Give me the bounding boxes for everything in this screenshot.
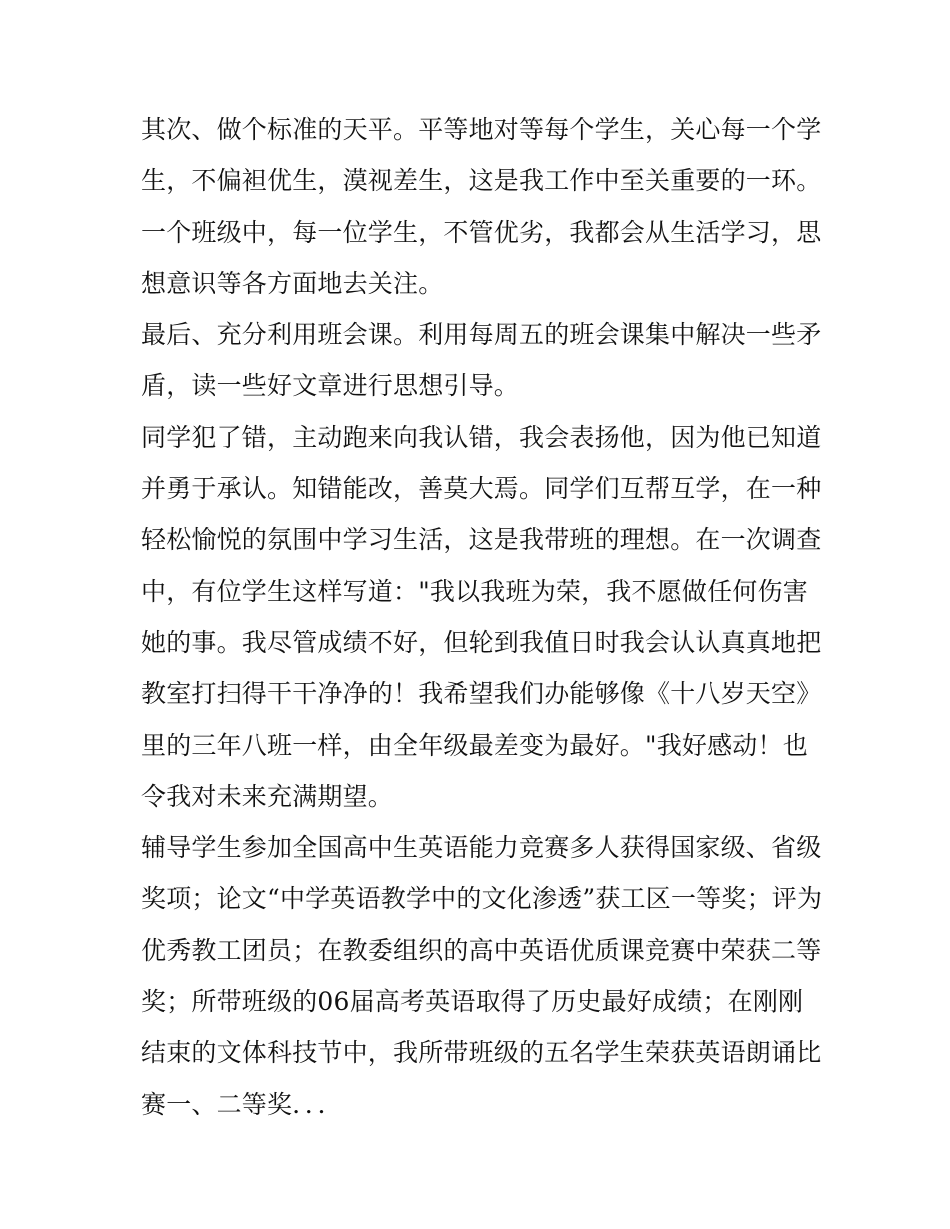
- document-body: [141, 104, 821, 1130]
- text-line: 其次、做个标准的天平。平等地对等每个学生，关心每一个学: [141, 115, 822, 144]
- text-line: 并勇于承认。知错能改，善莫大焉。同学们互帮互学，在一种: [141, 474, 822, 504]
- text-line: 令我对未来充满期望。: [141, 781, 394, 811]
- text-line: 盾，读一些好文章进行思想引导。: [141, 371, 520, 401]
- text-line: 优秀教工团员；在教委组织的高中英语优质课竞赛中荣获二等: [141, 935, 822, 965]
- text-line: 一个班级中，每一位学生，不管优劣，我都会从生活学习，思: [141, 217, 822, 247]
- text-line: 教室打扫得干干净净的！我希望我们办能够像《十八岁天空》: [141, 679, 822, 709]
- paragraph-4: [141, 822, 821, 1130]
- paragraph-2: [141, 309, 821, 412]
- paragraph-3: [141, 412, 821, 822]
- text-line: 奖；所带班级的06届高考英语取得了历史最好成绩；在刚刚: [141, 987, 804, 1017]
- text-line: 同学犯了错，主动跑来向我认错，我会表扬他，因为他已知道: [141, 422, 822, 452]
- paragraph-1: [141, 104, 821, 309]
- text-line: 奖项；论文“中学英语教学中的文化渗透”获工区一等奖；评为: [141, 884, 823, 914]
- text-line: 中，有位学生这样写道："我以我班为荣，我不愿做任何伤害: [141, 576, 808, 606]
- text-line: 轻松愉悦的氛围中学习生活，这是我带班的理想。在一次调查: [141, 525, 822, 555]
- text-line: 想意识等各方面地去关注。: [141, 268, 444, 298]
- text-line: 辅导学生参加全国高中生英语能力竞赛多人获得国家级、省级: [141, 833, 822, 863]
- text-line: 赛一、二等奖．．．: [141, 1089, 343, 1119]
- text-line: 她的事。我尽管成绩不好，但轮到我值日时我会认认真真地把: [141, 627, 822, 657]
- text-line: 最后、充分利用班会课。利用每周五的班会课集中解决一些矛: [141, 320, 822, 350]
- text-line: 生，不偏袒优生，漠视差生，这是我工作中至关重要的一环。: [141, 166, 822, 196]
- text-line: 结束的文体科技节中，我所带班级的五名学生荣获英语朗诵比: [141, 1038, 822, 1068]
- text-line: 里的三年八班一样，由全年级最差变为最好。"我好感动！也: [141, 730, 808, 760]
